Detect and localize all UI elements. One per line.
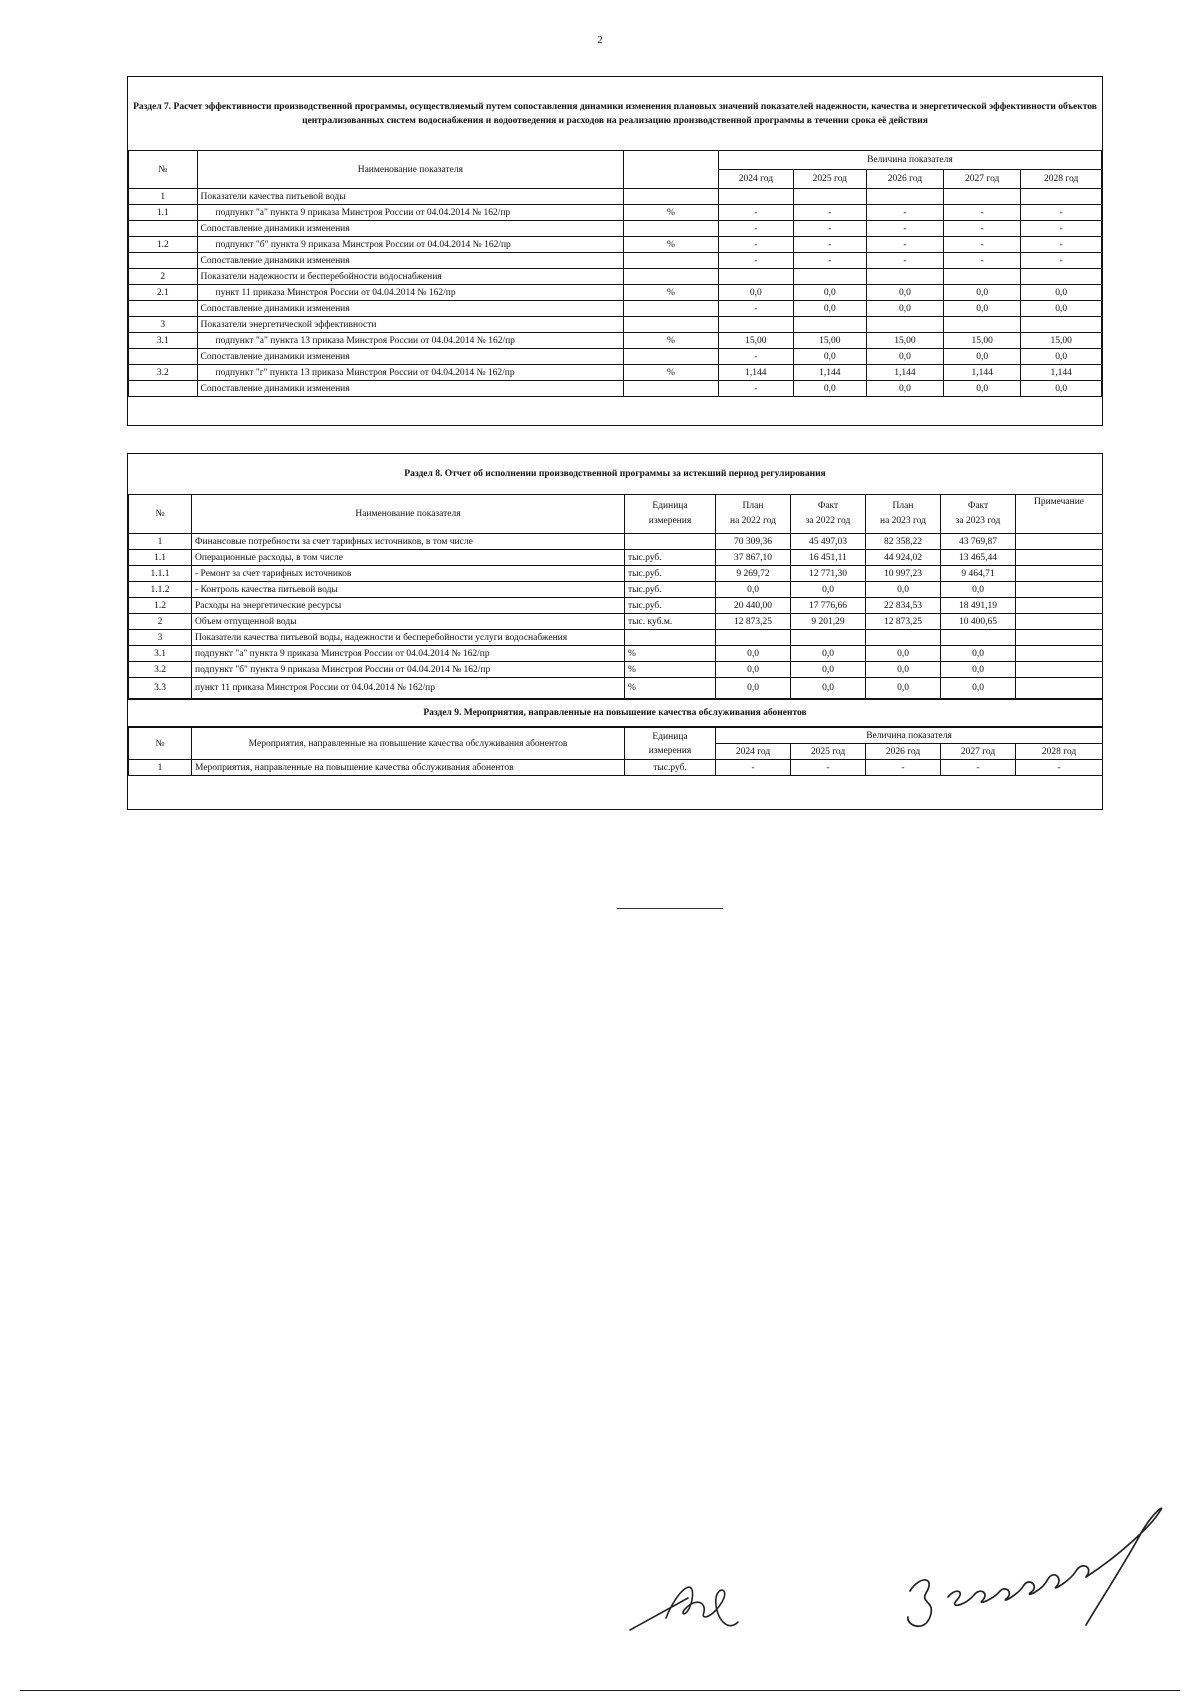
row-value <box>944 269 1021 285</box>
row-value: - <box>793 205 866 221</box>
row-value: 0,0 <box>866 662 941 678</box>
row-value: - <box>718 221 793 237</box>
row-value <box>718 189 793 205</box>
row-value: 44 924,02 <box>866 550 941 566</box>
row-value: - <box>1021 221 1102 237</box>
table-row <box>129 550 1103 566</box>
row-value: - <box>866 253 943 269</box>
row-value: - <box>944 205 1021 221</box>
row-value: - <box>718 205 793 221</box>
col-unit-header <box>625 495 716 534</box>
row-note <box>1016 582 1103 598</box>
row-note <box>1016 630 1103 646</box>
row-unit: тыс.руб. <box>625 550 716 566</box>
row-num: 3.1 <box>129 646 192 662</box>
row-value: - <box>866 221 943 237</box>
row-value <box>1021 189 1102 205</box>
row-value <box>1021 269 1102 285</box>
row-value <box>718 317 793 333</box>
row-unit <box>625 630 716 646</box>
table-row <box>129 269 1102 285</box>
row-note <box>1016 614 1103 630</box>
row-value: 0,0 <box>866 301 943 317</box>
row-value: 0,0 <box>866 678 941 699</box>
row-value: 0,0 <box>793 381 866 397</box>
row-value: 1,144 <box>793 365 866 381</box>
col-value-header: Величина показателя <box>716 728 1103 744</box>
row-value: - <box>866 760 941 776</box>
row-value: 0,0 <box>941 662 1016 678</box>
col-year-header: 2024 год <box>718 170 793 189</box>
row-unit: % <box>625 678 716 699</box>
row-value: 0,0 <box>1021 381 1102 397</box>
table-row <box>129 285 1102 301</box>
row-value: 16 451,11 <box>791 550 866 566</box>
row-value: 15,00 <box>793 333 866 349</box>
table-row <box>129 646 1103 662</box>
row-value: 0,0 <box>716 662 791 678</box>
row-num: 3.2 <box>129 365 198 381</box>
row-value: 15,00 <box>866 333 943 349</box>
col-year-header: 2026 год <box>866 744 941 760</box>
row-value: 15,00 <box>718 333 793 349</box>
row-unit: тыс.руб. <box>625 598 716 614</box>
row-value: 0,0 <box>944 301 1021 317</box>
section-8-title: Раздел 8. Отчет об исполнении производственной программы за истекший период регулирования <box>404 469 826 479</box>
col-unit-header <box>624 151 719 189</box>
table-row <box>129 317 1102 333</box>
row-unit <box>624 381 719 397</box>
row-num: 3 <box>129 317 198 333</box>
row-value: - <box>716 760 791 776</box>
row-num: 3 <box>129 630 192 646</box>
row-value <box>866 189 943 205</box>
col-year-header: 2027 год <box>941 744 1016 760</box>
row-unit <box>624 253 719 269</box>
row-value: 70 309,36 <box>716 534 791 550</box>
row-value: 12 873,25 <box>866 614 941 630</box>
row-num: 1.1.1 <box>129 566 192 582</box>
row-value: - <box>793 237 866 253</box>
row-name: подпункт "б" пункта 9 приказа Минстроя России от 04.04.2014 № 162/пр <box>197 237 624 253</box>
bottom-edge-line <box>20 1690 1180 1691</box>
row-note <box>1016 566 1103 582</box>
col-name-header: Мероприятия, направленные на повышение качества обслуживания абонентов <box>192 728 625 760</box>
row-value: 12 771,30 <box>791 566 866 582</box>
row-value <box>866 630 941 646</box>
row-value <box>1021 317 1102 333</box>
row-name: пункт 11 приказа Минстроя России от 04.04.2014 № 162/пр <box>197 285 624 301</box>
row-note <box>1016 550 1103 566</box>
row-note <box>1016 662 1103 678</box>
header-line-2: на 2023 год <box>879 516 927 526</box>
header-line-2: на 2022 год <box>729 516 777 526</box>
row-value: 0,0 <box>944 349 1021 365</box>
row-value: - <box>1021 253 1102 269</box>
row-name: Показатели качества питьевой воды <box>197 189 624 205</box>
row-value: 0,0 <box>866 582 941 598</box>
row-value: - <box>944 221 1021 237</box>
row-value <box>791 630 866 646</box>
row-name: Операционные расходы, в том числе <box>192 550 625 566</box>
row-name: Сопоставление динамики изменения <box>197 381 624 397</box>
row-num: 2 <box>129 614 192 630</box>
row-num <box>129 381 198 397</box>
row-value: 0,0 <box>716 582 791 598</box>
unit-header-line-1: Единица <box>652 731 688 742</box>
row-value: 9 269,72 <box>716 566 791 582</box>
row-value: 1,144 <box>718 365 793 381</box>
row-name: подпункт "а" пункта 9 приказа Минстроя России от 04.04.2014 № 162/пр <box>197 205 624 221</box>
table-row <box>129 662 1103 678</box>
row-value: 0,0 <box>866 381 943 397</box>
table-row <box>129 760 1103 776</box>
col-plan-2023-header <box>866 495 941 534</box>
table-row <box>129 678 1103 699</box>
col-note-header: Примечание <box>1016 495 1103 534</box>
row-num: 3.3 <box>129 678 192 699</box>
row-value: 0,0 <box>791 678 866 699</box>
table-row <box>129 365 1102 381</box>
col-unit-header <box>625 728 716 760</box>
row-name: подпункт "б" пункта 9 приказа Минстроя России от 04.04.2014 № 162/пр <box>192 662 625 678</box>
header-line-1: План <box>892 501 914 511</box>
col-num-header: № <box>129 151 198 189</box>
row-value: - <box>1021 237 1102 253</box>
row-name: Объем отпущенной воды <box>192 614 625 630</box>
table-row <box>129 614 1103 630</box>
row-value <box>793 189 866 205</box>
col-num-header: № <box>129 495 192 534</box>
row-num: 1.1.2 <box>129 582 192 598</box>
table-row <box>129 349 1102 365</box>
row-unit: % <box>625 646 716 662</box>
section-7 <box>127 76 1103 426</box>
row-num: 1.1 <box>129 550 192 566</box>
row-note <box>1016 646 1103 662</box>
col-fact-2023-header <box>941 495 1016 534</box>
row-unit <box>625 534 716 550</box>
row-name: Сопоставление динамики изменения <box>197 301 624 317</box>
row-num: 2.1 <box>129 285 198 301</box>
row-name: Мероприятия, направленные на повышение качества обслуживания абонентов <box>192 760 625 776</box>
unit-header-line-2: измерения <box>648 745 692 756</box>
header-line-1: План <box>742 501 764 511</box>
row-name: Сопоставление динамики изменения <box>197 221 624 237</box>
row-value: - <box>793 253 866 269</box>
row-value: 1,144 <box>944 365 1021 381</box>
row-value: 0,0 <box>791 662 866 678</box>
row-unit: тыс.руб. <box>625 760 716 776</box>
row-unit: % <box>625 662 716 678</box>
row-value: 0,0 <box>944 381 1021 397</box>
row-unit <box>624 317 719 333</box>
row-name: пункт 11 приказа Минстроя России от 04.04.2014 № 162/пр <box>192 678 625 699</box>
col-plan-2022-header <box>716 495 791 534</box>
row-num: 1.2 <box>129 237 198 253</box>
row-value: 0,0 <box>791 582 866 598</box>
row-num: 1.1 <box>129 205 198 221</box>
row-unit: % <box>624 237 719 253</box>
row-value: 0,0 <box>718 285 793 301</box>
row-num: 3.2 <box>129 662 192 678</box>
row-value: - <box>1016 760 1103 776</box>
header-line-2: за 2023 год <box>955 516 1001 526</box>
row-value: 0,0 <box>791 646 866 662</box>
section-8 <box>127 453 1103 810</box>
section-9-title: Раздел 9. Мероприятия, направленные на повышение качества обслуживания абонентов <box>128 699 1102 727</box>
signature-right <box>890 1505 1180 1645</box>
row-value: 12 873,25 <box>716 614 791 630</box>
section-8-table <box>128 494 1103 699</box>
row-value <box>941 630 1016 646</box>
header-line-1: Факт <box>817 501 839 511</box>
table-row <box>129 566 1103 582</box>
row-value <box>944 317 1021 333</box>
row-value: 37 867,10 <box>716 550 791 566</box>
row-unit: тыс. куб.м. <box>625 614 716 630</box>
row-num <box>129 253 198 269</box>
table-row <box>129 582 1103 598</box>
row-unit: % <box>624 333 719 349</box>
row-note <box>1016 678 1103 699</box>
row-unit: % <box>624 205 719 221</box>
row-value <box>866 269 943 285</box>
row-unit <box>624 301 719 317</box>
row-unit: % <box>624 285 719 301</box>
row-value: 0,0 <box>1021 285 1102 301</box>
row-num: 3.1 <box>129 333 198 349</box>
table-row <box>129 237 1102 253</box>
row-value: 0,0 <box>866 349 943 365</box>
table-row <box>129 333 1102 349</box>
col-name-header: Наименование показателя <box>192 495 625 534</box>
row-value: 9 201,29 <box>791 614 866 630</box>
row-value: 22 834,53 <box>866 598 941 614</box>
row-value: 9 464,71 <box>941 566 1016 582</box>
row-name: подпункт "г" пункта 13 приказа Минстроя России от 04.04.2014 № 162/пр <box>197 365 624 381</box>
row-value: - <box>718 381 793 397</box>
row-value: - <box>866 237 943 253</box>
row-unit <box>624 189 719 205</box>
row-note <box>1016 598 1103 614</box>
row-name: Финансовые потребности за счет тарифных источников, в том числе <box>192 534 625 550</box>
row-value <box>718 269 793 285</box>
row-value <box>793 269 866 285</box>
row-value: - <box>941 760 1016 776</box>
row-value: 15,00 <box>1021 333 1102 349</box>
section-9-table <box>128 727 1103 776</box>
row-value: 1,144 <box>866 365 943 381</box>
col-year-header: 2027 год <box>944 170 1021 189</box>
table-row <box>129 301 1102 317</box>
row-value: 0,0 <box>944 285 1021 301</box>
row-num: 1 <box>129 760 192 776</box>
unit-header-line-1: Единица <box>652 501 688 511</box>
row-name: подпункт "а" пункта 9 приказа Минстроя России от 04.04.2014 № 162/пр <box>192 646 625 662</box>
row-value: 15,00 <box>944 333 1021 349</box>
table-row <box>129 205 1102 221</box>
row-value: 0,0 <box>1021 301 1102 317</box>
end-divider <box>617 908 723 909</box>
unit-header-line-2: измерения <box>648 516 692 526</box>
row-value: - <box>718 253 793 269</box>
col-year-header: 2025 год <box>793 170 866 189</box>
row-value: - <box>944 237 1021 253</box>
row-value: 0,0 <box>793 349 866 365</box>
row-unit <box>624 269 719 285</box>
col-fact-2022-header <box>791 495 866 534</box>
row-value: - <box>1021 205 1102 221</box>
row-value: 0,0 <box>941 678 1016 699</box>
row-value: 43 769,87 <box>941 534 1016 550</box>
row-value: - <box>718 301 793 317</box>
col-year-header: 2024 год <box>716 744 791 760</box>
row-name: Расходы на энергетические ресурсы <box>192 598 625 614</box>
table-row <box>129 253 1102 269</box>
row-num: 1 <box>129 534 192 550</box>
row-value: - <box>944 253 1021 269</box>
row-value: 82 358,22 <box>866 534 941 550</box>
row-num: 2 <box>129 269 198 285</box>
col-year-header: 2026 год <box>866 170 943 189</box>
row-value <box>716 630 791 646</box>
row-name: Показатели надежности и бесперебойности водоснабжения <box>197 269 624 285</box>
row-value: - <box>866 205 943 221</box>
page-number: 2 <box>597 34 603 46</box>
row-value: 10 400,65 <box>941 614 1016 630</box>
row-unit <box>624 221 719 237</box>
row-value: 0,0 <box>716 678 791 699</box>
row-value: 0,0 <box>793 285 866 301</box>
table-row <box>129 221 1102 237</box>
row-name: - Ремонт за счет тарифных источников <box>192 566 625 582</box>
row-unit <box>624 349 719 365</box>
row-value: 18 491,19 <box>941 598 1016 614</box>
row-num <box>129 301 198 317</box>
section-7-table <box>128 150 1102 397</box>
row-num <box>129 349 198 365</box>
row-name: Сопоставление динамики изменения <box>197 349 624 365</box>
col-num-header: № <box>129 728 192 760</box>
row-value: 45 497,03 <box>791 534 866 550</box>
row-value: - <box>718 349 793 365</box>
section-7-title: Раздел 7. Расчет эффективности производственной программы, осуществляемый путем сопоставления динамики изменения плановых значений показателей надежности, качества и энергетической эффективности объектов централизованных систем водоснабжения и водоотведения и расходов на реализацию производственной программы в течении срока её действия <box>133 102 1097 126</box>
row-value: - <box>793 221 866 237</box>
table-row <box>129 189 1102 205</box>
row-unit: % <box>624 365 719 381</box>
row-value: 0,0 <box>941 582 1016 598</box>
row-name: Показатели качества питьевой воды, надежности и бесперебойности услуги водоснабжения <box>192 630 625 646</box>
row-name: Сопоставление динамики изменения <box>197 253 624 269</box>
table-row <box>129 630 1103 646</box>
row-unit: тыс.руб. <box>625 582 716 598</box>
row-value: - <box>791 760 866 776</box>
row-value: 1,144 <box>1021 365 1102 381</box>
row-value: 13 465,44 <box>941 550 1016 566</box>
row-value: 0,0 <box>941 646 1016 662</box>
row-unit: тыс.руб. <box>625 566 716 582</box>
table-row <box>129 598 1103 614</box>
row-value: 20 440,00 <box>716 598 791 614</box>
signature-left <box>626 1538 776 1638</box>
row-value <box>793 317 866 333</box>
header-line-1: Факт <box>967 501 989 511</box>
col-value-header: Величина показателя <box>718 151 1101 170</box>
row-value: 0,0 <box>866 646 941 662</box>
row-name: - Контроль качества питьевой воды <box>192 582 625 598</box>
row-value: 0,0 <box>1021 349 1102 365</box>
row-value: 0,0 <box>793 301 866 317</box>
col-name-header: Наименование показателя <box>197 151 624 189</box>
header-line-2: за 2022 год <box>805 516 851 526</box>
row-value: 17 776,66 <box>791 598 866 614</box>
col-year-header: 2028 год <box>1016 744 1103 760</box>
row-num: 1 <box>129 189 198 205</box>
row-value: 10 997,23 <box>866 566 941 582</box>
table-row <box>129 534 1103 550</box>
table-row <box>129 381 1102 397</box>
row-name: подпункт "а" пункта 13 приказа Минстроя России от 04.04.2014 № 162/пр <box>197 333 624 349</box>
row-value: 0,0 <box>716 646 791 662</box>
row-value: - <box>718 237 793 253</box>
row-num: 1.2 <box>129 598 192 614</box>
row-value: 0,0 <box>866 285 943 301</box>
col-year-header: 2028 год <box>1021 170 1102 189</box>
row-value <box>866 317 943 333</box>
row-value <box>944 189 1021 205</box>
col-year-header: 2025 год <box>791 744 866 760</box>
row-name: Показатели энергетической эффективности <box>197 317 624 333</box>
row-num <box>129 221 198 237</box>
row-note <box>1016 534 1103 550</box>
